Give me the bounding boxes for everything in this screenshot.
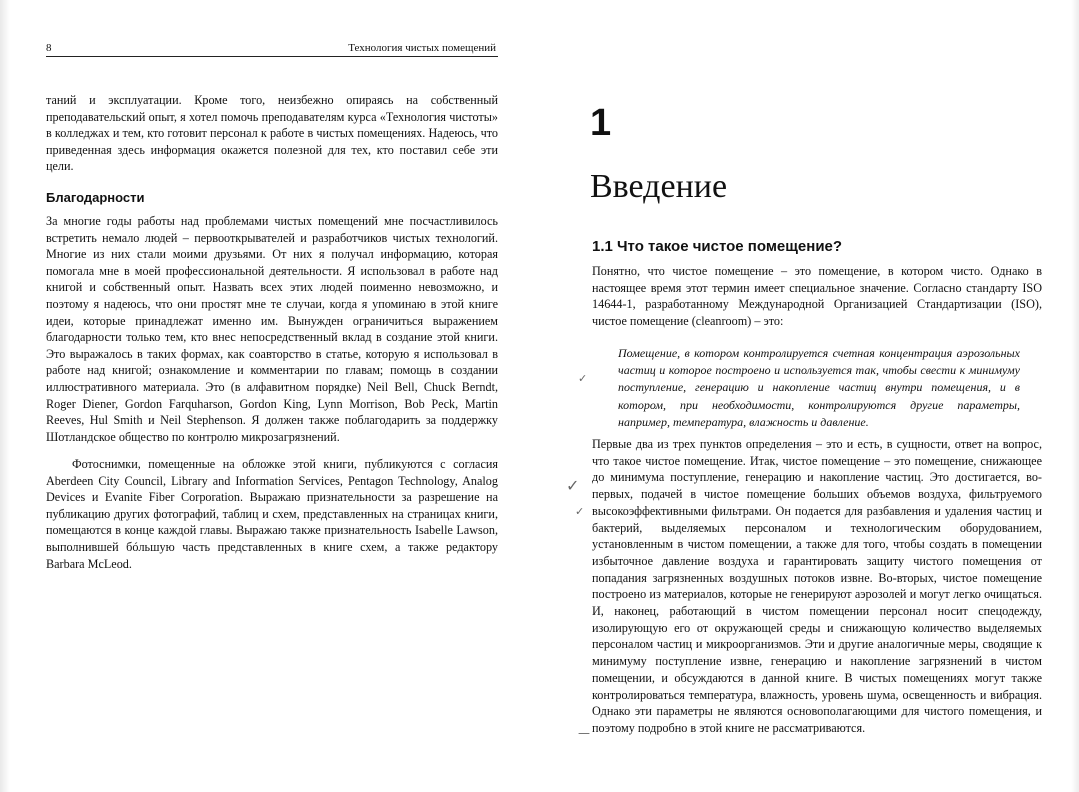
page-edge-shadow-left bbox=[0, 0, 10, 792]
chapter-number: 1 bbox=[590, 102, 612, 144]
running-title: Технология чистых помещений bbox=[348, 42, 496, 54]
left-page-header bbox=[46, 38, 498, 57]
acknowledgements-heading: Благодарности bbox=[46, 190, 145, 205]
section-heading: 1.1 Что такое чистое помещение? bbox=[592, 238, 843, 255]
running-head bbox=[46, 38, 498, 57]
definition-paragraph: Понятно, что чистое помещение – это помещение, в котором чисто. Однако в настоящее время этот термин имеет специальное значение. Согласно стандарту ISO 14644-1, разработанному Международной Организацией Стандартизации (ISO), чистое помещение (cleanroom) – это: bbox=[592, 264, 1042, 328]
iso-definition-quote: Помещение, в котором контролируется счетная концентрация аэрозольных частиц и которое построено и используется так, чтобы свести к минимуму поступление, генерацию и накопление частиц внутри помещения, и в котором, при необходимости, контролируются другие параметры, например, температура, влажность и давление. bbox=[618, 346, 1020, 429]
intro-paragraph: таний и эксплуатации. Кроме того, неизбежно опираясь на собственный преподавательский опыт, я хотел помочь преподавателям курса «Технология чистоты» в колледжах и тем, кто готовит персонал к работе в чистых помещениях. Надеюсь, что приведенная здесь информация окажется полезной для тех, кто поставил себе эти цели. bbox=[46, 93, 498, 174]
margin-check-mark-1: ✓ bbox=[578, 372, 588, 385]
margin-dash-mark: — bbox=[578, 726, 590, 740]
page-number: 8 bbox=[46, 42, 52, 54]
chapter-title: Введение bbox=[590, 168, 728, 205]
main-paragraph: Первые два из трех пунктов определения – это и есть, в сущности, ответ на вопрос, что такое чистое помещение. Итак, чистое помещение – это помещение, снижающее до минимума поступление, генерацию и накопление частиц. Это достигается, во-первых, подачей в чистое помещение больших объемов воздуха, фильтруемого высокоэффективными фильтрами. Он подается для разбавления и удаления частиц и бактерий, выделяемых персоналом и технологическим оборудованием, установленным в чистом помещении, а также для того, чтобы создать в помещении избыточное давление воздуха и гарантировать защиту чистого помещения от попадания загрязненных воздушных потоков извне. Во-вторых, чистое помещение построено из материалов, которые не генерируют аэрозолей и могут легко очищаться. И, наконец, работающий в чистом помещении персонал носит спецодежду, изолирующую его от окружающей среды и снижающую количество выделяемых персоналом частиц и микроорганизмов. Эти и другие аналогичные меры, сводящие к минимуму поступление извне, генерацию и накопление загрязнений в чистом помещении, и обсуждаются в данной книге. В чистых помещениях могут также контролироваться температура, влажность, уровень шума, освещенность и вибрация. Однако эти параметры не являются основополагающими для чистого помещения, и поэтому подробно в этой книге не рассматриваются. bbox=[592, 437, 1042, 735]
margin-check-mark-2: ✓ bbox=[566, 476, 580, 495]
acknowledgements-paragraph-1: За многие годы работы над проблемами чистых помещений мне посчастливилось встретить немало людей – первооткрывателей и разработчиков чистых технологий. Многие из них стали моими друзьями. От них я получал информацию, которая помогала мне в моей профессиональной деятельности. Я использовал в работе над книгой и собственный опыт. Назвать всех этих людей поименно невозможно, и поэтому я надеюсь, что они простят мне те случаи, когда я упоминаю в этой книге идеи, которые принадлежат именно им. Вынужден ограничиться выражением благодарности только тем, кто внес непосредственный вклад в создание этой книги. Это выражалось в таких формах, как соавторство в статье, которую я использовал в работе над книгой; ознакомление и комментарии по главам; помощь в создании иллюстративного материала. Это (в алфавитном порядке) Neil Bell, Chuck Berndt, Roger Diener, Gordon Farquharson, Gordon King, Lynn Morrison, Bob Peck, Martin Reeves, Hul Smith и Neil Stephenson. Я должен также поблагодарить за поддержку Шотландское общество по контролю микрозагрязнений. bbox=[46, 214, 498, 444]
acknowledgements-paragraph-2: Фотоснимки, помещенные на обложке этой книги, публикуются с согласия Aberdeen City Council, Library and Information Services, Pentagon Technology, Analog Devices и Evanite Fiber Corporation. Выражаю признательности за разрешение на публикацию других фотографий, таблиц и схем, представленных на страницах книги, помещаются в конце каждой главы. Выражаю также признательность Isabelle Lawson, выполнившей бóльшую часть представленных в книге схем, а также редактору Barbara McLeod. bbox=[46, 457, 498, 571]
margin-check-mark-3: ✓ bbox=[575, 505, 585, 518]
page-edge-shadow-right bbox=[1071, 0, 1079, 792]
